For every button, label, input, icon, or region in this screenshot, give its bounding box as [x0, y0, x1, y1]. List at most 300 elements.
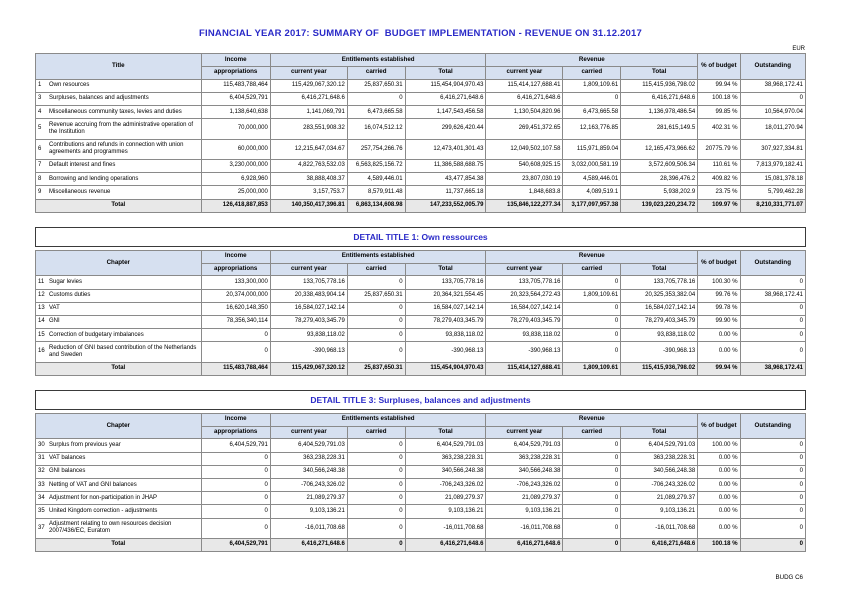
column-header-entitlements: Entitlements established — [270, 54, 486, 67]
value-cell: 115,483,788,464 — [201, 362, 270, 375]
value-cell: 6,404,529,791 — [201, 538, 270, 551]
column-header-rev-current-year: current year — [486, 66, 563, 79]
value-cell: 115,483,788,464 — [201, 79, 270, 92]
table-row — [36, 79, 806, 92]
value-cell: 0 — [740, 479, 805, 492]
value-cell: 21,089,279.37 — [486, 492, 563, 505]
row-title: Own resources — [49, 82, 90, 89]
value-cell: 16,584,027,142.14 — [270, 302, 347, 315]
value-cell: 0 — [201, 465, 270, 478]
row-title: Netting of VAT and GNI balances — [49, 481, 137, 488]
value-cell: 139,023,220,234.72 — [621, 199, 698, 212]
value-cell: 340,566,248.38 — [621, 465, 698, 478]
value-cell: 12,215,647,034.67 — [270, 139, 347, 159]
row-label — [36, 452, 202, 465]
value-cell: 269,451,372.65 — [486, 119, 563, 139]
value-cell: 20,338,483,904.14 — [270, 289, 347, 302]
value-cell: 0 — [740, 492, 805, 505]
table-row — [36, 159, 806, 172]
row-label — [36, 106, 202, 119]
row-label — [36, 289, 202, 302]
value-cell: 99.94 % — [698, 362, 740, 375]
detail-title-1-heading: DETAIL TITLE 1: Own ressources — [35, 227, 806, 247]
value-cell: 6,416,271,648.6 — [486, 92, 563, 105]
page-title: FINANCIAL YEAR 2017: SUMMARY OF BUDGET IMPLEMENTATION - REVENUE ON 31.12.2017 — [198, 28, 642, 39]
value-cell: 0 — [563, 315, 621, 328]
table-row — [36, 173, 806, 186]
column-header-ent-carried: carried — [347, 66, 405, 79]
value-cell: 0 — [201, 452, 270, 465]
value-cell: 78,356,340,114 — [201, 315, 270, 328]
value-cell: 99.78 % — [698, 302, 740, 315]
value-cell: -390,968.13 — [621, 342, 698, 362]
value-cell: 0.00 % — [698, 465, 740, 478]
value-cell: 38,888,408.37 — [270, 173, 347, 186]
row-number: 35 — [38, 507, 45, 514]
value-cell: 133,705,778.16 — [621, 276, 698, 289]
value-cell: 8,210,331,771.07 — [740, 199, 805, 212]
value-cell: 16,074,512.12 — [347, 119, 405, 139]
row-label — [36, 173, 202, 186]
value-cell: 38,968,172.41 — [740, 362, 805, 375]
column-header-entitlements: Entitlements established — [270, 250, 486, 263]
value-cell: 0 — [563, 505, 621, 518]
value-cell: 133,300,000 — [201, 276, 270, 289]
value-cell: 4,589,446.01 — [563, 173, 621, 186]
row-label — [36, 439, 202, 452]
table-row — [36, 479, 806, 492]
value-cell: 0 — [740, 92, 805, 105]
value-cell: 363,238,228.31 — [270, 452, 347, 465]
row-label — [36, 479, 202, 492]
row-number: 11 — [38, 278, 45, 285]
value-cell: 6,863,134,608.98 — [347, 199, 405, 212]
value-cell: 0 — [740, 439, 805, 452]
value-cell: 0 — [347, 452, 405, 465]
value-cell: -390,968.13 — [486, 342, 563, 362]
value-cell: 0 — [563, 452, 621, 465]
value-cell: 0 — [740, 302, 805, 315]
value-cell: 1,809,109.61 — [563, 362, 621, 375]
value-cell: 4,089,519.1 — [563, 186, 621, 199]
value-cell: 4,822,763,532.03 — [270, 159, 347, 172]
value-cell: 115,454,904,970.43 — [405, 362, 486, 375]
table-row — [36, 492, 806, 505]
table-row — [36, 518, 806, 538]
row-number: 9 — [38, 188, 42, 195]
table-row — [36, 465, 806, 478]
value-cell: 5,938,202.9 — [621, 186, 698, 199]
row-number: 33 — [38, 481, 45, 488]
column-header-ent-total: Total — [405, 263, 486, 276]
value-cell: 133,705,778.16 — [405, 276, 486, 289]
value-cell: 99.90 % — [698, 315, 740, 328]
total-row — [36, 538, 806, 551]
value-cell: 100.30 % — [698, 276, 740, 289]
value-cell: 0 — [563, 492, 621, 505]
value-cell: 6,928,960 — [201, 173, 270, 186]
table-row — [36, 119, 806, 139]
value-cell: 6,416,271,648.6 — [270, 538, 347, 551]
value-cell: 133,705,778.16 — [486, 276, 563, 289]
value-cell: 20775.79 % — [698, 139, 740, 159]
value-cell: 16,584,027,142.14 — [486, 302, 563, 315]
value-cell: 0 — [347, 315, 405, 328]
value-cell: 11,737,665.18 — [405, 186, 486, 199]
value-cell: 299,626,420.44 — [405, 119, 486, 139]
row-title: VAT balances — [49, 455, 86, 462]
value-cell: 0 — [347, 302, 405, 315]
column-header-outstanding: Outstanding — [740, 413, 805, 439]
value-cell: 115,414,127,688.41 — [486, 79, 563, 92]
value-cell: 0 — [347, 479, 405, 492]
value-cell: 6,404,529,791.03 — [486, 439, 563, 452]
row-title: GNI — [49, 318, 60, 325]
value-cell: 409.82 % — [698, 173, 740, 186]
detail-table-3 — [35, 413, 806, 552]
value-cell: -706,243,326.02 — [270, 479, 347, 492]
value-cell: 6,404,529,791.03 — [621, 439, 698, 452]
summary-table — [35, 53, 806, 213]
value-cell: 0 — [740, 538, 805, 551]
row-number: 34 — [38, 494, 45, 501]
value-cell: 8,579,911.48 — [347, 186, 405, 199]
summary-table-header — [36, 54, 806, 80]
value-cell: 38,968,172.41 — [740, 79, 805, 92]
value-cell: 340,566,248.38 — [486, 465, 563, 478]
value-cell: 6,404,529,791 — [201, 92, 270, 105]
value-cell: 0 — [347, 329, 405, 342]
value-cell: 0.00 % — [698, 329, 740, 342]
currency-label: EUR — [792, 46, 805, 52]
row-label — [36, 342, 202, 362]
row-number: 15 — [38, 331, 45, 338]
value-cell: 99.85 % — [698, 106, 740, 119]
value-cell: 93,838,118.02 — [270, 329, 347, 342]
row-number: 6 — [38, 145, 42, 152]
value-cell: 16,584,027,142.14 — [405, 302, 486, 315]
row-label — [36, 302, 202, 315]
row-label — [36, 186, 202, 199]
column-header-rev-current-year: current year — [486, 263, 563, 276]
value-cell: 93,838,118.02 — [405, 329, 486, 342]
value-cell: 0.00 % — [698, 452, 740, 465]
value-cell: 6,404,529,791.03 — [405, 439, 486, 452]
value-cell: 9,103,136.21 — [486, 505, 563, 518]
value-cell: 0 — [740, 505, 805, 518]
row-number: 30 — [38, 441, 45, 448]
value-cell: 15,081,378.18 — [740, 173, 805, 186]
value-cell: 3,230,000,000 — [201, 159, 270, 172]
value-cell: 115,414,127,688.41 — [486, 362, 563, 375]
value-cell: 0 — [347, 92, 405, 105]
row-title: Miscellaneous community taxes, levies and duties — [49, 108, 182, 115]
row-label — [36, 92, 202, 105]
value-cell: 0 — [201, 492, 270, 505]
row-title: Surpluses, balances and adjustments — [49, 95, 149, 102]
value-cell: 20,325,353,382.04 — [621, 289, 698, 302]
column-header-chapter: Chapter — [36, 413, 202, 439]
value-cell: 0 — [740, 518, 805, 538]
column-header-income: Income — [201, 54, 270, 67]
value-cell: 43,477,854.38 — [405, 173, 486, 186]
row-label — [36, 276, 202, 289]
table-row — [36, 92, 806, 105]
value-cell: 6,416,271,648.6 — [621, 92, 698, 105]
value-cell: -16,011,708.68 — [405, 518, 486, 538]
value-cell: 23,807,030.19 — [486, 173, 563, 186]
value-cell: 340,566,248.38 — [270, 465, 347, 478]
value-cell: 0.00 % — [698, 492, 740, 505]
row-number: 31 — [38, 455, 45, 462]
value-cell: 78,279,403,345.79 — [621, 315, 698, 328]
value-cell: 9,103,136.21 — [405, 505, 486, 518]
value-cell: 20,374,000,000 — [201, 289, 270, 302]
row-title: Revenue accruing from the administrative operation of the Institution — [49, 121, 194, 135]
value-cell: 126,418,887,853 — [201, 199, 270, 212]
row-title: GNI balances — [49, 468, 86, 475]
value-cell: 0 — [347, 538, 405, 551]
row-title: Surplus from previous year — [49, 441, 121, 448]
row-title: Borrowing and lending operations — [49, 175, 139, 182]
row-label — [36, 119, 202, 139]
detail-table-1-header — [36, 250, 806, 276]
value-cell: 0 — [347, 276, 405, 289]
value-cell: -16,011,708.68 — [270, 518, 347, 538]
value-cell: 0 — [563, 518, 621, 538]
row-number: 32 — [38, 468, 45, 475]
column-header-pct-of-budget: % of budget — [698, 250, 740, 276]
value-cell: -16,011,708.68 — [486, 518, 563, 538]
value-cell: 25,000,000 — [201, 186, 270, 199]
row-title: VAT — [49, 305, 60, 312]
column-header-outstanding: Outstanding — [740, 250, 805, 276]
value-cell: 6,404,529,791.03 — [270, 439, 347, 452]
total-label: Total — [36, 199, 202, 212]
value-cell: 23.75 % — [698, 186, 740, 199]
value-cell: 0.00 % — [698, 518, 740, 538]
value-cell: 16,620,148,350 — [201, 302, 270, 315]
value-cell: 6,416,271,648.6 — [621, 538, 698, 551]
row-title: Correction of budgetary imbalances — [49, 331, 144, 338]
value-cell: 1,138,640,638 — [201, 106, 270, 119]
value-cell: 135,846,122,277.34 — [486, 199, 563, 212]
row-number: 12 — [38, 292, 45, 298]
row-label — [36, 492, 202, 505]
value-cell: 99.76 % — [698, 289, 740, 302]
value-cell: 20,364,321,554.45 — [405, 289, 486, 302]
table-row — [36, 139, 806, 159]
value-cell: 1,136,978,486.54 — [621, 106, 698, 119]
value-cell: 21,089,279.37 — [621, 492, 698, 505]
value-cell: 115,971,859.04 — [563, 139, 621, 159]
table-row — [36, 289, 806, 302]
value-cell: 1,848,683.8 — [486, 186, 563, 199]
table-row — [36, 186, 806, 199]
column-header-appropriations: appropriations — [201, 263, 270, 276]
value-cell: 115,454,904,970.43 — [405, 79, 486, 92]
value-cell: 28,396,476.2 — [621, 173, 698, 186]
value-cell: 6,416,271,648.6 — [270, 92, 347, 105]
value-cell: 0 — [201, 342, 270, 362]
value-cell: 1,147,543,456.58 — [405, 106, 486, 119]
table-row — [36, 342, 806, 362]
value-cell: 0 — [563, 479, 621, 492]
value-cell: 20,323,564,272.43 — [486, 289, 563, 302]
value-cell: 0.00 % — [698, 342, 740, 362]
column-header-revenue: Revenue — [486, 250, 698, 263]
value-cell: 0 — [347, 342, 405, 362]
total-row — [36, 199, 806, 212]
value-cell: 0 — [563, 329, 621, 342]
value-cell: 0 — [347, 492, 405, 505]
value-cell: 140,350,417,396.81 — [270, 199, 347, 212]
value-cell: 0.00 % — [698, 479, 740, 492]
value-cell: 363,238,228.31 — [486, 452, 563, 465]
column-header-ent-current-year: current year — [270, 263, 347, 276]
row-label — [36, 329, 202, 342]
row-number: 14 — [38, 318, 45, 325]
value-cell: 9,103,136.21 — [621, 505, 698, 518]
table-row — [36, 276, 806, 289]
total-label: Total — [36, 362, 202, 375]
row-title: Customs duties — [49, 292, 91, 298]
value-cell: 0 — [563, 342, 621, 362]
column-header-appropriations: appropriations — [201, 66, 270, 79]
value-cell: 402.31 % — [698, 119, 740, 139]
row-number: 8 — [38, 175, 42, 182]
footer-reference: BUDG C6 — [775, 574, 803, 581]
row-label — [36, 315, 202, 328]
value-cell: 0 — [740, 342, 805, 362]
column-header-ent-total: Total — [405, 66, 486, 79]
table-row — [36, 505, 806, 518]
value-cell: 12,473,401,301.43 — [405, 139, 486, 159]
value-cell: 0 — [563, 465, 621, 478]
detail-table-1 — [35, 250, 806, 376]
table-row — [36, 302, 806, 315]
value-cell: 133,705,778.16 — [270, 276, 347, 289]
value-cell: 0 — [201, 329, 270, 342]
column-header-ent-carried: carried — [347, 426, 405, 439]
total-row — [36, 362, 806, 375]
column-header-rev-total: Total — [621, 426, 698, 439]
column-header-rev-carried: carried — [563, 263, 621, 276]
column-header-rev-total: Total — [621, 263, 698, 276]
column-header-ent-total: Total — [405, 426, 486, 439]
value-cell: 6,473,665.58 — [563, 106, 621, 119]
column-header-ent-carried: carried — [347, 263, 405, 276]
value-cell: 7,813,979,182.41 — [740, 159, 805, 172]
value-cell: 110.61 % — [698, 159, 740, 172]
value-cell: 18,011,270.94 — [740, 119, 805, 139]
value-cell: 6,473,665.58 — [347, 106, 405, 119]
value-cell: 3,177,097,957.38 — [563, 199, 621, 212]
value-cell: 70,000,000 — [201, 119, 270, 139]
column-header-rev-total: Total — [621, 66, 698, 79]
value-cell: 0 — [201, 518, 270, 538]
value-cell: 16,584,027,142.14 — [621, 302, 698, 315]
row-number: 13 — [38, 305, 45, 312]
value-cell: 0 — [740, 329, 805, 342]
value-cell: 93,838,118.02 — [621, 329, 698, 342]
table-row — [36, 329, 806, 342]
column-header-entitlements: Entitlements established — [270, 413, 486, 426]
table-row — [36, 315, 806, 328]
value-cell: 78,279,403,345.79 — [405, 315, 486, 328]
value-cell: 0 — [740, 452, 805, 465]
value-cell: 109.97 % — [698, 199, 740, 212]
value-cell: 6,416,271,648.6 — [405, 538, 486, 551]
value-cell: 6,416,271,648.6 — [405, 92, 486, 105]
value-cell: 25,837,650.31 — [347, 79, 405, 92]
row-title: United Kingdom correction - adjustments — [49, 507, 158, 514]
row-number: 3 — [38, 95, 42, 102]
value-cell: 12,049,502,107.58 — [486, 139, 563, 159]
row-label — [36, 139, 202, 159]
value-cell: 0 — [563, 92, 621, 105]
value-cell: -706,243,326.02 — [486, 479, 563, 492]
value-cell: 6,563,825,156.72 — [347, 159, 405, 172]
column-header-revenue: Revenue — [486, 54, 698, 67]
value-cell: 283,551,908.32 — [270, 119, 347, 139]
row-number: 5 — [38, 125, 42, 132]
value-cell: 363,238,228.31 — [621, 452, 698, 465]
column-header-income: Income — [201, 250, 270, 263]
value-cell: 363,238,228.31 — [405, 452, 486, 465]
row-number: 16 — [38, 348, 45, 355]
row-number: 7 — [38, 162, 42, 169]
value-cell: 0 — [347, 439, 405, 452]
table-row — [36, 452, 806, 465]
value-cell: 0 — [740, 276, 805, 289]
row-number: 1 — [38, 82, 42, 89]
row-title: Contributions and refunds in connection with union agreements and programmes — [49, 142, 184, 156]
value-cell: 115,415,936,798.02 — [621, 362, 698, 375]
column-header-ent-current-year: current year — [270, 66, 347, 79]
value-cell: 0 — [347, 505, 405, 518]
value-cell: 3,572,609,506.34 — [621, 159, 698, 172]
value-cell: 307,927,334.81 — [740, 139, 805, 159]
value-cell: 5,799,462.28 — [740, 186, 805, 199]
row-label — [36, 159, 202, 172]
value-cell: 281,615,149.5 — [621, 119, 698, 139]
value-cell: 12,163,776.85 — [563, 119, 621, 139]
column-header-rev-carried: carried — [563, 66, 621, 79]
value-cell: 115,429,067,320.12 — [270, 79, 347, 92]
column-header-income: Income — [201, 413, 270, 426]
value-cell: 0 — [563, 538, 621, 551]
column-header-outstanding: Outstanding — [740, 54, 805, 80]
column-header-rev-current-year: current year — [486, 426, 563, 439]
value-cell: 21,089,279.37 — [270, 492, 347, 505]
value-cell: 12,165,473,966.62 — [621, 139, 698, 159]
value-cell: 99.94 % — [698, 79, 740, 92]
row-label — [36, 505, 202, 518]
value-cell: -706,243,326.02 — [405, 479, 486, 492]
value-cell: 6,404,529,791 — [201, 439, 270, 452]
value-cell: 21,089,279.37 — [405, 492, 486, 505]
row-label — [36, 79, 202, 92]
value-cell: 25,837,650.31 — [347, 289, 405, 302]
value-cell: 147,233,552,005.79 — [405, 199, 486, 212]
value-cell: 100.00 % — [698, 439, 740, 452]
value-cell: 6,416,271,648.6 — [486, 538, 563, 551]
column-header-title: Title — [36, 54, 202, 80]
value-cell: 3,157,753.7 — [270, 186, 347, 199]
value-cell: -390,968.13 — [405, 342, 486, 362]
value-cell: 0 — [740, 315, 805, 328]
